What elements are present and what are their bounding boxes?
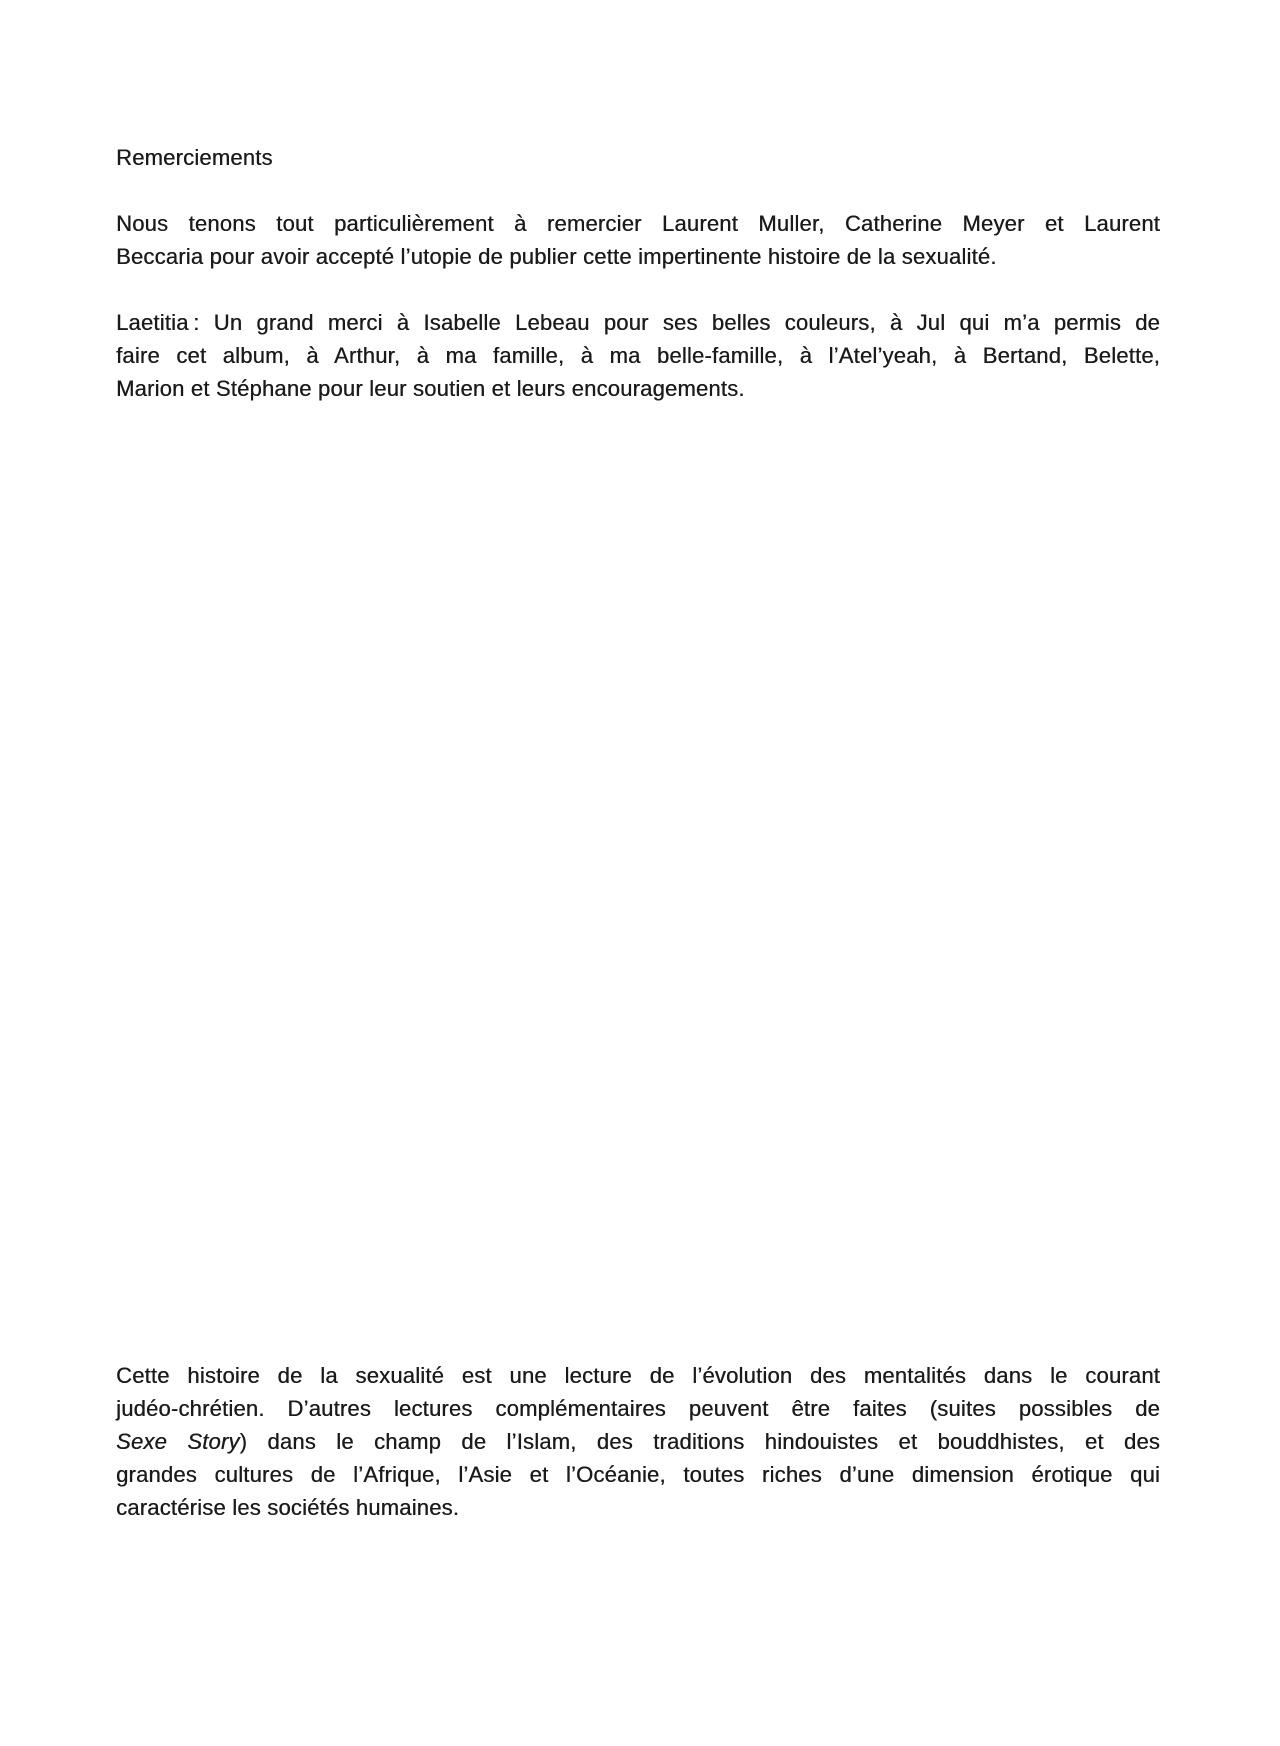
- text-line: grandes cultures de l’Afrique, l’Asie et l’Océanie, toutes riches d’une dimension érotique qui: [116, 1462, 1160, 1487]
- book-title-italic: Sexe Story: [116, 1429, 240, 1454]
- text-line: Beccaria pour avoir accepté l’utopie de publier cette impertinente histoire de la sexualité.: [116, 244, 997, 269]
- blank-line: [116, 174, 1160, 207]
- text-line: faire cet album, à Arthur, à ma famille, à ma belle-famille, à l’Atel’yeah, à Bertand, Belette,: [116, 343, 1160, 368]
- blank-line: [116, 273, 1160, 306]
- text-line: Marion et Stéphane pour leur soutien et leurs encouragements.: [116, 376, 745, 401]
- author-note-paragraph: [116, 1359, 1160, 1524]
- text-line: Nous tenons tout particulièrement à remercier Laurent Muller, Catherine Meyer et Laurent: [116, 211, 1160, 236]
- text-line: Cette histoire de la sexualité est une lecture de l’évolution des mentalités dans le courant: [116, 1363, 1160, 1388]
- publisher-thanks-paragraph: [116, 207, 1160, 273]
- text-segment: ) dans le champ de l’Islam, des traditions hindouistes et bouddhistes, et des: [239, 1429, 1160, 1454]
- text-line: caractérise les sociétés humaines.: [116, 1495, 460, 1520]
- laetitia-thanks-paragraph: [116, 306, 1160, 405]
- acknowledgements-title: Remerciements: [116, 145, 273, 170]
- text-line: judéo-chrétien. D’autres lectures complémentaires peuvent être faites (suites possibles de: [116, 1396, 1160, 1421]
- text-line: [116, 1425, 1160, 1458]
- text-line: Laetitia : Un grand merci à Isabelle Lebeau pour ses belles couleurs, à Jul qui m’a permis de: [116, 310, 1160, 335]
- acknowledgements-section: [116, 141, 1160, 405]
- author-note-section: [116, 1359, 1160, 1524]
